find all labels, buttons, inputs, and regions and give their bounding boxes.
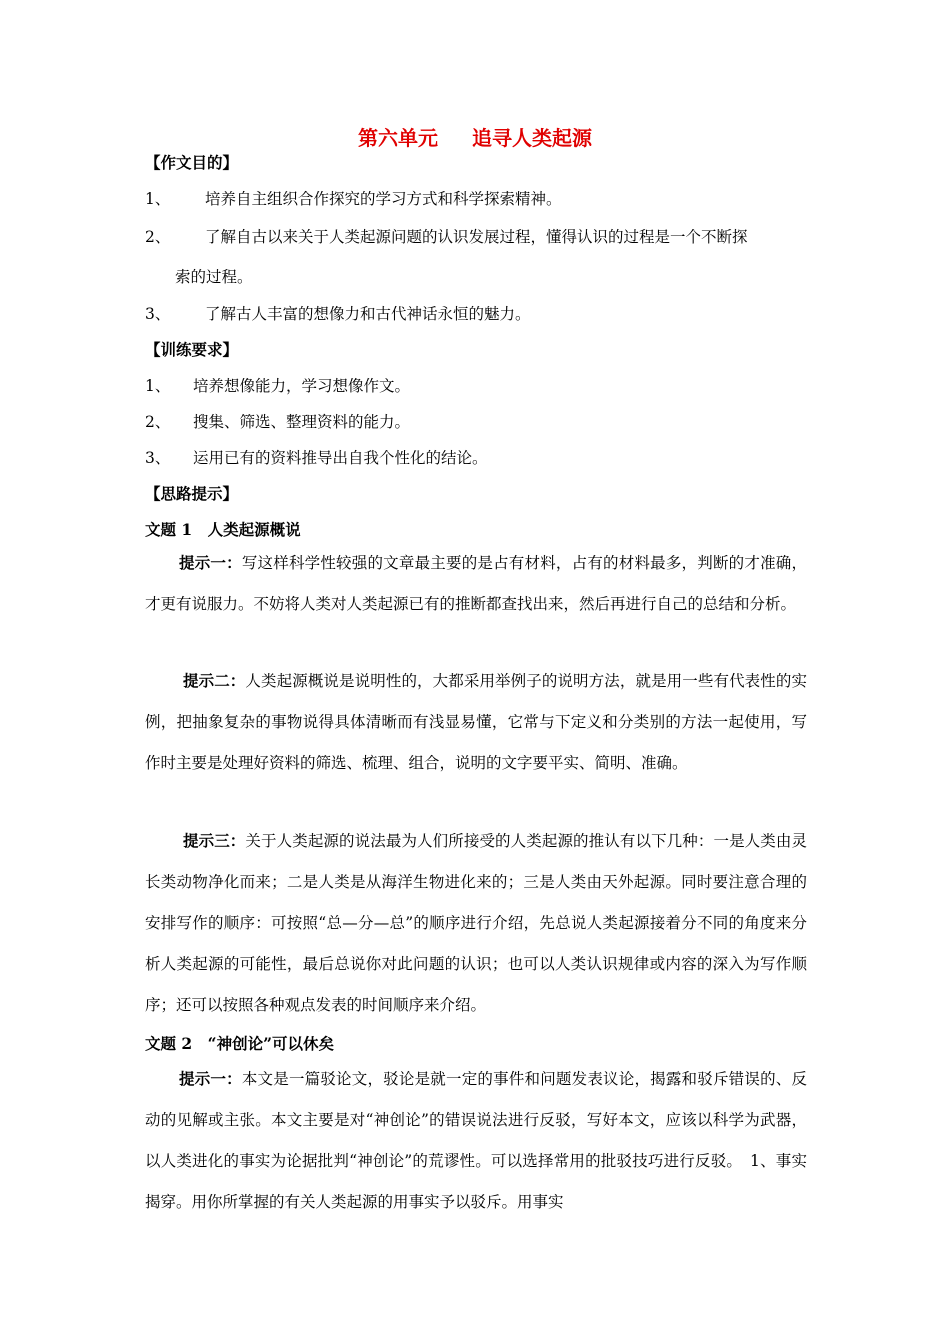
tip-body: 本文是一篇驳论文，驳论是就一定的事件和问题发表议论，揭露和驳斥错误的、反动的见解或主张。本文主要是对“神创论”的错误说法进行反驳，写好本文，应该以科学为武器，以人类进化的事实为论据批判“神创论”的荒谬性。可以选择常用的批驳技巧进行反驳。 1、事实揭穿。用你所掌握的有关人类起源的用事实予以驳斥。用事实 — [145, 1070, 807, 1211]
topic-1-title: 文题 1 人类起源概说 — [145, 520, 301, 539]
tip-lead: 提示三： — [183, 831, 246, 850]
item-number: 1、 — [145, 377, 171, 395]
item-number: 3、 — [145, 305, 171, 323]
topic-1-tip-3 — [145, 820, 807, 1026]
item-number: 2、 — [145, 228, 171, 246]
item-number: 3、 — [145, 449, 171, 467]
requirement-item — [145, 374, 410, 396]
item-number: 2、 — [145, 413, 171, 431]
section-heading-requirements: 【训练要求】 — [145, 340, 239, 359]
item-text: 了解古人丰富的想像力和古代神话永恒的魅力。 — [205, 305, 531, 323]
section-heading-hints: 【思路提示】 — [145, 484, 239, 503]
tip-lead: 提示一： — [179, 1069, 242, 1088]
item-text: 培养想像能力，学习想像作文。 — [193, 377, 411, 395]
item-text: 搜集、筛选、整理资料的能力。 — [193, 413, 411, 431]
tip-lead: 提示一： — [179, 553, 242, 572]
purpose-item — [145, 302, 531, 324]
purpose-item — [145, 187, 562, 209]
topic-1-tip-1 — [145, 542, 807, 625]
item-text: 了解自古以来关于人类起源问题的认识发展过程，懂得认识的过程是一个不断探 — [205, 228, 748, 246]
item-number: 1、 — [145, 190, 171, 208]
tip-body: 写这样科学性较强的文章最主要的是占有材料，占有的材料最多，判断的才准确，才更有说服力。不妨将人类对人类起源已有的推断都查找出来，然后再进行自己的总结和分析。 — [145, 554, 807, 613]
tip-body: 关于人类起源的说法最为人们所接受的人类起源的推认有以下几种：一是人类由灵长类动物净化而来；二是人类是从海洋生物进化来的；三是人类由天外起源。同时要注意合理的安排写作的顺序：可按照“总—分—总”的顺序进行介绍，先总说人类起源接着分不同的角度来分析人类起源的可能性，最后总说你对此问题的认识；也可以人类认识规律或内容的深入为写作顺序；还可以按照各种观点发表的时间顺序来介绍。 — [145, 832, 807, 1014]
title-topic: 追寻人类起源 — [472, 126, 592, 150]
requirement-item — [145, 410, 410, 432]
purpose-item-continuation: 索的过程。 — [175, 268, 253, 286]
topic-1-tip-2 — [145, 660, 807, 784]
topic-2-title: 文题 2 “神创论”可以休矣 — [145, 1034, 335, 1053]
title-unit: 第六单元 — [358, 126, 438, 150]
tip-body: 人类起源概说是说明性的，大都采用举例子的说明方法，就是用一些有代表性的实例，把抽象复杂的事物说得具体清晰而有浅显易懂，它常与下定义和分类别的方法一起使用，写作时主要是处理好资料的筛选、梳理、组合，说明的文字要平实、简明、准确。 — [145, 672, 807, 772]
item-text: 培养自主组织合作探究的学习方式和科学探索精神。 — [205, 190, 562, 208]
purpose-item — [145, 225, 748, 247]
requirement-item — [145, 446, 488, 468]
section-heading-purpose: 【作文目的】 — [145, 153, 239, 172]
item-text: 运用已有的资料推导出自我个性化的结论。 — [193, 449, 488, 467]
topic-2-tip-1 — [145, 1058, 807, 1223]
page-title — [0, 122, 950, 151]
tip-lead: 提示二： — [183, 671, 246, 690]
